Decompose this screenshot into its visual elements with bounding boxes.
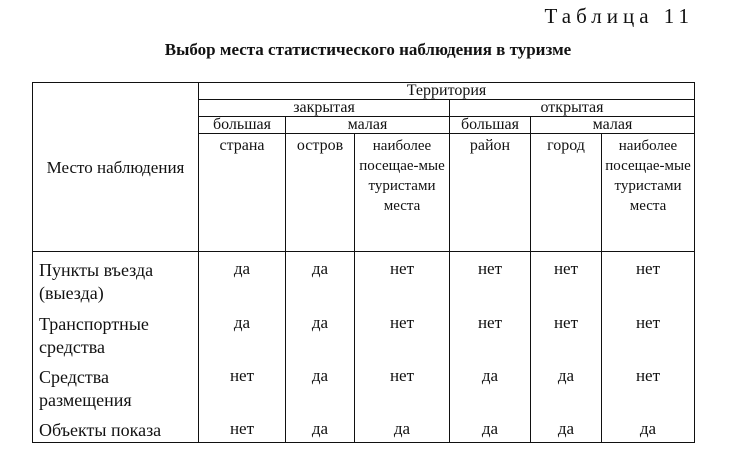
table-cell: нет — [531, 252, 602, 306]
row-label: Транспортные средства — [33, 306, 199, 359]
header-territory: Территория — [199, 83, 695, 100]
header-leaf-district: район — [450, 134, 531, 252]
table-cell: нет — [602, 359, 695, 412]
table-cell: да — [286, 252, 355, 306]
table-row — [33, 252, 695, 306]
header-row-territory — [33, 83, 695, 100]
header-leaf-city: город — [531, 134, 602, 252]
table-cell: да — [199, 306, 286, 359]
table-cell: нет — [355, 252, 450, 306]
table-cell: да — [355, 412, 450, 443]
header-leaf-popular-closed: наиболее посещае-мые туристами места — [355, 134, 450, 252]
table-cell: нет — [355, 306, 450, 359]
row-label: Средства размещения — [33, 359, 199, 412]
row-label: Объекты показа — [33, 412, 199, 443]
header-closed-large: большая — [199, 117, 286, 134]
table-cell: нет — [450, 252, 531, 306]
table-cell: да — [450, 412, 531, 443]
table-cell: нет — [531, 306, 602, 359]
table-cell: нет — [355, 359, 450, 412]
table-cell: да — [602, 412, 695, 443]
header-leaf-popular-open: наиболее посещае-мые туристами места — [602, 134, 695, 252]
table-cell: да — [199, 252, 286, 306]
header-open-small: малая — [531, 117, 695, 134]
table-row — [33, 412, 695, 443]
table-cell: да — [531, 359, 602, 412]
header-leaf-country: страна — [199, 134, 286, 252]
header-leaf-island: остров — [286, 134, 355, 252]
row-label: Пункты въезда (выезда) — [33, 252, 199, 306]
table-cell: да — [531, 412, 602, 443]
table-cell: да — [286, 412, 355, 443]
table-row — [33, 306, 695, 359]
header-closed: закрытая — [199, 100, 450, 117]
table-title: Выбор места статистического наблюдения в туризме — [164, 40, 572, 59]
table-cell: нет — [602, 306, 695, 359]
header-corner-place: Место наблюдения — [33, 83, 199, 252]
table-cell: да — [286, 306, 355, 359]
table-cell: нет — [450, 306, 531, 359]
table-cell: да — [286, 359, 355, 412]
observation-table — [32, 82, 695, 443]
table-cell: нет — [199, 359, 286, 412]
table-number: Таблица 11 — [544, 4, 694, 28]
header-open: открытая — [450, 100, 695, 117]
table-cell: нет — [602, 252, 695, 306]
header-closed-small: малая — [286, 117, 450, 134]
table-cell: да — [450, 359, 531, 412]
table-row — [33, 359, 695, 412]
table-cell: нет — [199, 412, 286, 443]
header-open-large: большая — [450, 117, 531, 134]
